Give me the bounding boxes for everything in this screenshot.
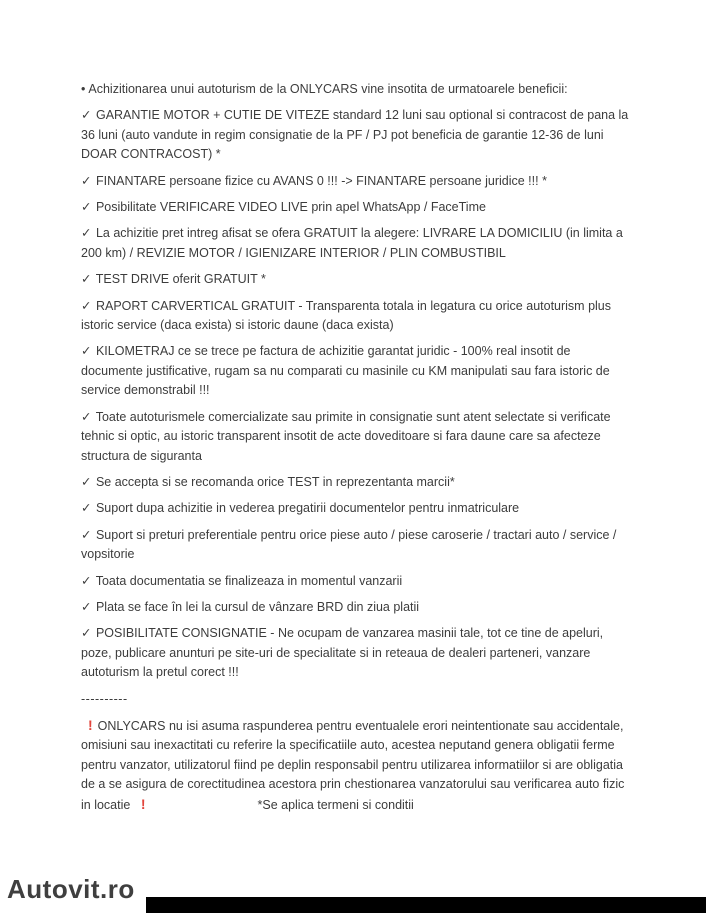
benefit-text: Toate autoturismele comercializate sau primite in consignatie sunt atent selectate si verificate tehnic si optic, au istoric transparent insotit de acte doveditoare si fara daune care sa afecteze structura de siguranta bbox=[81, 409, 611, 463]
benefit-text: Suport si preturi preferentiale pentru orice piese auto / piese caroserie / tractari auto / service / vopsitorie bbox=[81, 527, 617, 562]
benefit-item bbox=[81, 408, 630, 466]
warning-icon: ! bbox=[140, 795, 146, 812]
check-icon: ✓ bbox=[81, 298, 92, 313]
benefit-item bbox=[81, 224, 630, 263]
check-icon: ✓ bbox=[81, 200, 92, 215]
terms-note: *Se aplica termeni si conditii bbox=[257, 797, 414, 812]
benefit-item bbox=[81, 526, 630, 565]
benefit-item bbox=[81, 473, 630, 492]
disclaimer-text: ONLYCARS nu isi asuma raspunderea pentru eventualele erori neintentionate sau accidentale, omisiuni sau inexactitati cu referire la specificatiile auto, acestea neputand genera obligatii ferme pentru vanzator, utilizatorul fiind pe deplin responsabil pentru utilizarea informatiilor si are obligatia de a se asigura de corectitudinea acestora prin chestionarea vanzatorului sau verificarea auto fizic in locatie bbox=[81, 718, 625, 812]
check-icon: ✓ bbox=[81, 272, 92, 287]
separator-line: ---------- bbox=[81, 691, 128, 706]
benefit-text: Plata se face în lei la cursul de vânzare BRD din ziua platii bbox=[95, 599, 420, 614]
warning-icon: ! bbox=[88, 716, 93, 733]
benefit-item bbox=[81, 624, 630, 682]
benefit-item bbox=[81, 270, 630, 289]
benefit-text: Toata documentatia se finalizeaza in momentul vanzarii bbox=[95, 573, 403, 588]
benefit-text: La achizitie pret intreg afisat se ofera GRATUIT la alegere: LIVRARE LA DOMICILIU (in limita a 200 km) / REVIZIE MOTOR / IGIENIZARE INTERIOR / PLIN COMBUSTIBIL bbox=[81, 226, 623, 260]
benefit-item bbox=[81, 172, 630, 191]
benefit-item bbox=[81, 342, 630, 400]
check-icon: ✓ bbox=[81, 108, 92, 123]
benefit-text: RAPORT CARVERTICAL GRATUIT - Transparenta totala in legatura cu orice autoturism plus istoric service (daca exista) si istoric daune (daca exista) bbox=[81, 298, 611, 333]
check-icon: ✓ bbox=[81, 573, 92, 588]
benefit-item bbox=[81, 297, 630, 336]
disclaimer bbox=[81, 716, 630, 815]
check-icon: ✓ bbox=[81, 409, 92, 424]
benefit-text: POSIBILITATE CONSIGNATIE - Ne ocupam de vanzarea masinii tale, tot ce tine de apeluri, poze, publicare anunturi pe site-uri de specialitate si in reteaua de dealeri parteneri, vanzare autoturism la pretul corect !!! bbox=[81, 626, 604, 680]
benefit-text: GARANTIE MOTOR + CUTIE DE VITEZE standard 12 luni sau optional si contracost de pana la 36 luni (auto vandute in regim consignatie de la PF / PJ pot beneficia de garantie 12-36 de luni DOAR CONTRACOST) * bbox=[81, 108, 629, 162]
benefit-text: Posibilitate VERIFICARE VIDEO LIVE prin apel WhatsApp / FaceTime bbox=[95, 200, 486, 215]
check-icon: ✓ bbox=[81, 226, 92, 241]
benefit-text: TEST DRIVE oferit GRATUIT * bbox=[95, 272, 266, 287]
check-icon: ✓ bbox=[81, 599, 92, 614]
listing-description bbox=[81, 80, 630, 822]
bottom-bar bbox=[146, 897, 706, 913]
check-icon: ✓ bbox=[81, 527, 92, 542]
benefit-item bbox=[81, 499, 630, 518]
intro-line bbox=[81, 80, 630, 99]
benefit-text: KILOMETRAJ ce se trece pe factura de achizitie garantat juridic - 100% real insotit de documente justificative, rugam sa nu comparati cu masinile cu KM manipulati sau fara istoric de service demonstrabil !!! bbox=[81, 344, 610, 398]
benefits-list bbox=[81, 106, 630, 682]
check-icon: ✓ bbox=[81, 501, 92, 516]
benefit-item bbox=[81, 598, 630, 617]
benefit-item bbox=[81, 198, 630, 217]
autovit-watermark-logo: Autovit.ro bbox=[7, 874, 135, 904]
check-icon: ✓ bbox=[81, 474, 92, 489]
check-icon: ✓ bbox=[81, 626, 92, 641]
check-icon: ✓ bbox=[81, 173, 92, 188]
bullet-icon: • bbox=[81, 82, 86, 96]
benefit-item bbox=[81, 106, 630, 164]
check-icon: ✓ bbox=[81, 344, 92, 359]
benefit-item bbox=[81, 572, 630, 591]
benefit-text: Suport dupa achizitie in vederea pregatirii documentelor pentru inmatriculare bbox=[95, 501, 520, 516]
benefit-text: Se accepta si se recomanda orice TEST in reprezentanta marcii* bbox=[95, 474, 455, 489]
intro-text: Achizitionarea unui autoturism de la ONLYCARS vine insotita de urmatoarele beneficii: bbox=[88, 82, 568, 96]
benefit-text: FINANTARE persoane fizice cu AVANS 0 !!! -> FINANTARE persoane juridice !!! * bbox=[95, 173, 547, 188]
